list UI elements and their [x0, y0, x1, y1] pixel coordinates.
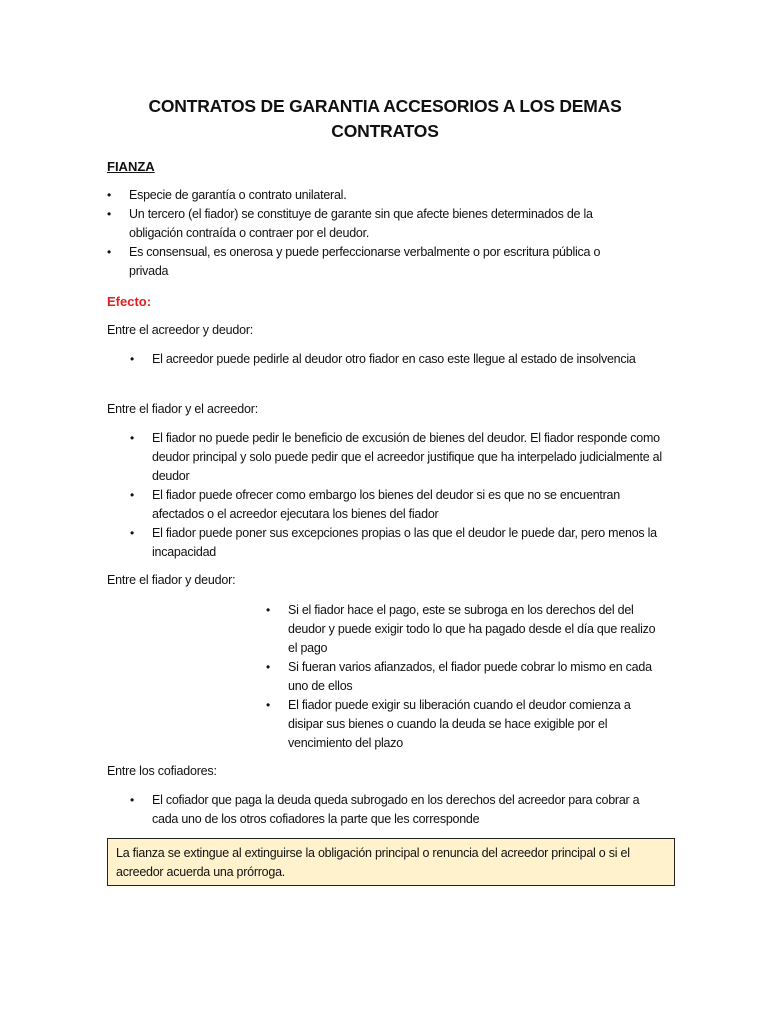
- list-item-text: Si el fiador hace el pago, este se subroga en los derechos del del deudor y puede exigir todo lo que ha pagado desde el día que realizo el pago: [288, 603, 656, 655]
- list-item: [107, 186, 637, 205]
- list-item-text: El fiador puede ofrecer como embargo los bienes del deudor si es que no se encuentran afectados o el acreedor ejecutara los bienes del fiador: [152, 488, 620, 521]
- list-item: [266, 658, 656, 696]
- list-item: [130, 350, 650, 369]
- highlighted-note-box: [107, 838, 675, 886]
- intro-bullet-list: [107, 186, 637, 281]
- list-item: [266, 696, 656, 753]
- note-text: La fianza se extingue al extinguirse la obligación principal o renuncia del acreedor principal o si el acreedor acuerda una prórroga.: [116, 846, 630, 879]
- list-item-text: El acreedor puede pedirle al deudor otro fiador en caso este llegue al estado de insolvencia: [152, 352, 636, 366]
- list-item-text: El fiador puede poner sus excepciones propias o las que el deudor le puede dar, pero menos la incapacidad: [152, 526, 657, 559]
- fiador-deudor-bullet-list: [266, 601, 656, 753]
- bullet-icon: •: [266, 698, 270, 712]
- cofiadores-bullet-list: [130, 791, 665, 829]
- subsection-label-fiador-acreedor: Entre el fiador y el acreedor:: [107, 402, 259, 416]
- bullet-icon: •: [130, 488, 134, 502]
- bullet-icon: •: [130, 526, 134, 540]
- bullet-icon: •: [130, 352, 134, 366]
- acreedor-deudor-bullet-list: [130, 350, 650, 369]
- list-item: [266, 601, 656, 658]
- list-item-text: Es consensual, es onerosa y puede perfeccionarse verbalmente o por escritura pública o privada: [129, 245, 601, 278]
- list-item-text: Si fueran varios afianzados, el fiador puede cobrar lo mismo en cada uno de ellos: [288, 660, 652, 693]
- list-item-text: El cofiador que paga la deuda queda subrogado en los derechos del acreedor para cobrar a cada uno de los otros cofiadores la parte que les corresponde: [152, 793, 640, 826]
- list-item: [130, 791, 665, 829]
- subsection-label-cofiadores: Entre los cofiadores:: [107, 764, 217, 778]
- list-item: [130, 524, 665, 562]
- list-item: [130, 486, 665, 524]
- section-heading-fianza: FIANZA: [107, 159, 155, 174]
- subsection-label-fiador-deudor: Entre el fiador y deudor:: [107, 573, 236, 587]
- bullet-icon: •: [266, 660, 270, 674]
- fiador-acreedor-bullet-list: [130, 429, 665, 562]
- bullet-icon: •: [130, 431, 134, 445]
- bullet-icon: •: [107, 207, 111, 221]
- bullet-icon: •: [266, 603, 270, 617]
- list-item: [130, 429, 665, 486]
- list-item-text: Especie de garantía o contrato unilateral.: [129, 188, 347, 202]
- list-item-text: El fiador puede exigir su liberación cuando el deudor comienza a disipar sus bienes o cuando la deuda se hace exigible por el vencimiento del plazo: [288, 698, 631, 750]
- bullet-icon: •: [107, 245, 111, 259]
- list-item: [107, 205, 637, 243]
- effect-heading: Efecto:: [107, 294, 152, 309]
- list-item: [107, 243, 637, 281]
- list-item-text: Un tercero (el fiador) se constituye de garante sin que afecte bienes determinados de la obligación contraída o contraer por el deudor.: [129, 207, 593, 240]
- bullet-icon: •: [107, 188, 111, 202]
- list-item-text: El fiador no puede pedir le beneficio de excusión de bienes del deudor. El fiador responde como deudor principal y solo puede pedir que el acreedor justifique que ha interpelado judicialmente al deudor: [152, 431, 662, 483]
- bullet-icon: •: [130, 793, 134, 807]
- document-title: CONTRATOS DE GARANTIA ACCESORIOS A LOS DEMAS CONTRATOS: [148, 96, 622, 141]
- subsection-label-acreedor-deudor: Entre el acreedor y deudor:: [107, 323, 254, 337]
